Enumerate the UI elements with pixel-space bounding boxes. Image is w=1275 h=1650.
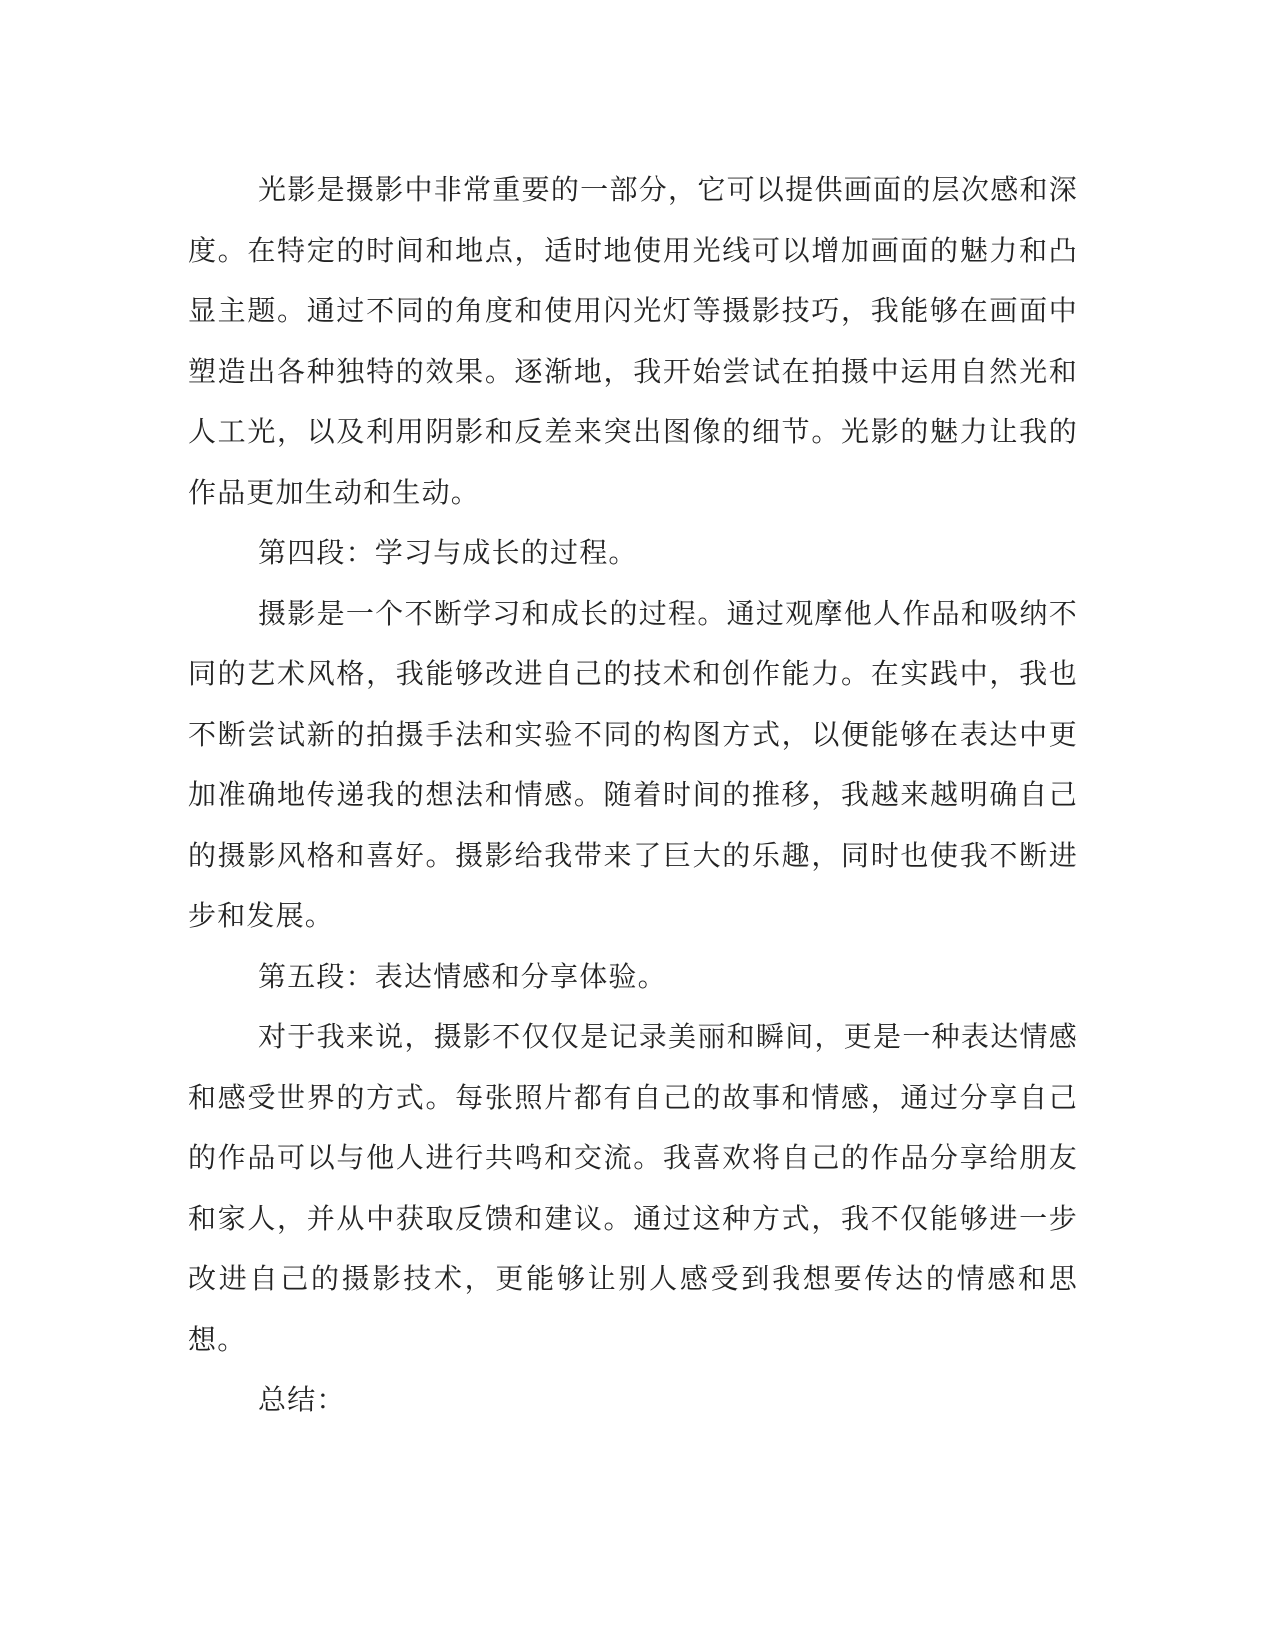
section-heading-summary: 总结： [258, 1383, 346, 1416]
paragraph-learning-growth: 摄影是一个不断学习和成长的过程。通过观摩他人作品和吸纳不同的艺术风格，我能够改进自己的技术和创作能力。在实践中，我也不断尝试新的拍摄手法和实验不同的构图方式，以便能够在表达中更加准确地传递我的想法和情感。随着时间的推移，我越来越明确自己的摄影风格和喜好。摄影给我带来了巨大的乐趣，同时也使我不断进步和发展。 [188, 596, 1078, 932]
paragraph-light-and-shadow: 光影是摄影中非常重要的一部分，它可以提供画面的层次感和深度。在特定的时间和地点，适时地使用光线可以增加画面的魅力和凸显主题。通过不同的角度和使用闪光灯等摄影技巧，我能够在画面中塑造出各种独特的效果。逐渐地，我开始尝试在拍摄中运用自然光和人工光，以及利用阴影和反差来突出图像的细节。光影的魅力让我的作品更加生动和生动。 [188, 173, 1078, 509]
paragraph-expressing-emotion: 对于我来说，摄影不仅仅是记录美丽和瞬间，更是一种表达情感和感受世界的方式。每张照片都有自己的故事和情感，通过分享自己的作品可以与他人进行共鸣和交流。我喜欢将自己的作品分享给朋友和家人，并从中获取反馈和建议。通过这种方式，我不仅能够进一步改进自己的摄影技术，更能够让别人感受到我想要传达的情感和思想。 [188, 1020, 1078, 1356]
document-body [188, 160, 1078, 1431]
section-heading-four: 第四段：学习与成长的过程。 [258, 536, 638, 569]
section-heading-five: 第五段：表达情感和分享体验。 [258, 959, 667, 993]
